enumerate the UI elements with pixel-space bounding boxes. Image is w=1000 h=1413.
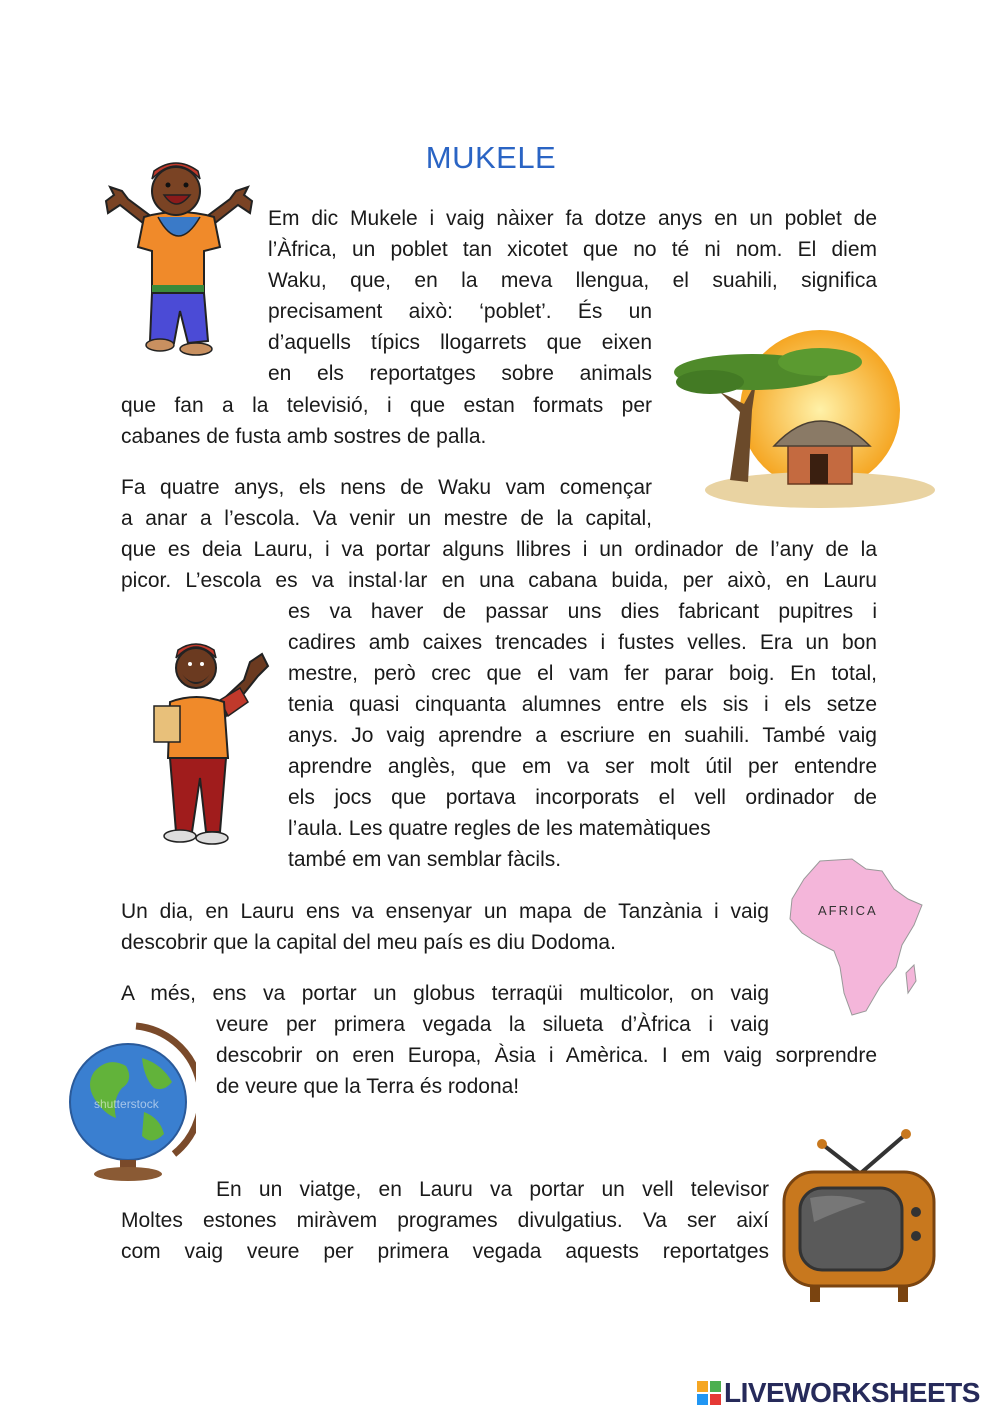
text-line: es va haver de passar uns dies fabricant pupitres i: [288, 600, 877, 623]
text-line: cabanes de fusta amb sostres de palla.: [121, 425, 487, 448]
text-line: A més, ens va portar un globus terraqüi multicolor, on vaig: [121, 982, 769, 1005]
text-line: l’aula. Les quatre regles de les matemàtiques: [288, 817, 711, 840]
text-line: que es deia Lauru, i va portar alguns llibres i un ordinador de l’any de la: [121, 538, 877, 561]
text-line: que fan a la televisió, i que estan formats per: [121, 394, 652, 417]
africa-map-icon: [782, 855, 932, 1023]
text-line: En un viatge, en Lauru va portar un vell televisor: [216, 1178, 769, 1201]
africa-map-label: AFRICA: [818, 903, 878, 918]
text-line: l’Àfrica, un poblet tan xicotet que no té ni nom. El diem: [268, 238, 877, 261]
text-line: els jocs que portava incorporats el vell ordinador de: [288, 786, 877, 809]
boy-illustration-icon: [100, 155, 258, 365]
text-line: Waku, que, en la meva llengua, el suahili, significa: [268, 269, 877, 292]
hut-with-sun-and-tree-icon: [670, 322, 938, 512]
text-line: descobrir que la capital del meu país es diu Dodoma.: [121, 931, 616, 954]
text-line: Moltes estones miràvem programes divulgatius. Va ser així: [121, 1209, 769, 1232]
old-television-icon: [780, 1128, 938, 1306]
text-line: aprendre anglès, que em va ser molt útil per entendre: [288, 755, 877, 778]
text-line: de veure que la Terra és rodona!: [216, 1075, 520, 1098]
text-line: a anar a l’escola. Va venir un mestre de la capital,: [121, 507, 652, 530]
text-line: també em van semblar fàcils.: [288, 848, 562, 871]
liveworksheets-logo-text: LIVEWORKSHEETS: [724, 1377, 980, 1408]
text-line: d’aquells típics llogarrets que eixen: [268, 331, 652, 354]
text-line: Un dia, en Lauru ens va ensenyar un mapa de Tanzània i vaig: [121, 900, 769, 923]
text-line: precisament això: ‘poblet’. És un: [268, 300, 652, 323]
text-line: tenia quasi cinquanta alumnes entre els sis i els setze: [288, 693, 877, 716]
text-line: descobrir on eren Europa, Àsia i Amèrica. I em vaig sorprendre: [216, 1044, 877, 1067]
text-line: mestre, però crec que el vam fer parar boig. En total,: [288, 662, 877, 685]
liveworksheets-logo: [697, 1376, 980, 1410]
text-line: Em dic Mukele i vaig nàixer fa dotze anys en un poblet de: [268, 207, 877, 230]
text-line: anys. Jo vaig aprendre a escriure en suahili. També vaig: [288, 724, 877, 747]
liveworksheets-logo-icon: [697, 1381, 721, 1405]
text-line: cadires amb caixes trencades i fustes velles. Era un bon: [288, 631, 877, 654]
text-line: com vaig veure per primera vegada aquests reportatges: [121, 1240, 769, 1263]
text-line: en els reportatges sobre animals: [268, 362, 652, 385]
globe-watermark: shutterstock: [94, 1097, 159, 1111]
text-line: Fa quatre anys, els nens de Waku vam començar: [121, 476, 652, 499]
text-line: picor. L’escola es va instal·lar en una cabana buida, per això, en Lauru: [121, 569, 877, 592]
globe-illustration-icon: [64, 1022, 196, 1184]
teacher-illustration-icon: [140, 636, 275, 848]
text-line: veure per primera vegada la silueta d’Àfrica i vaig: [216, 1013, 769, 1036]
page-title: MUKELE: [425, 140, 557, 175]
